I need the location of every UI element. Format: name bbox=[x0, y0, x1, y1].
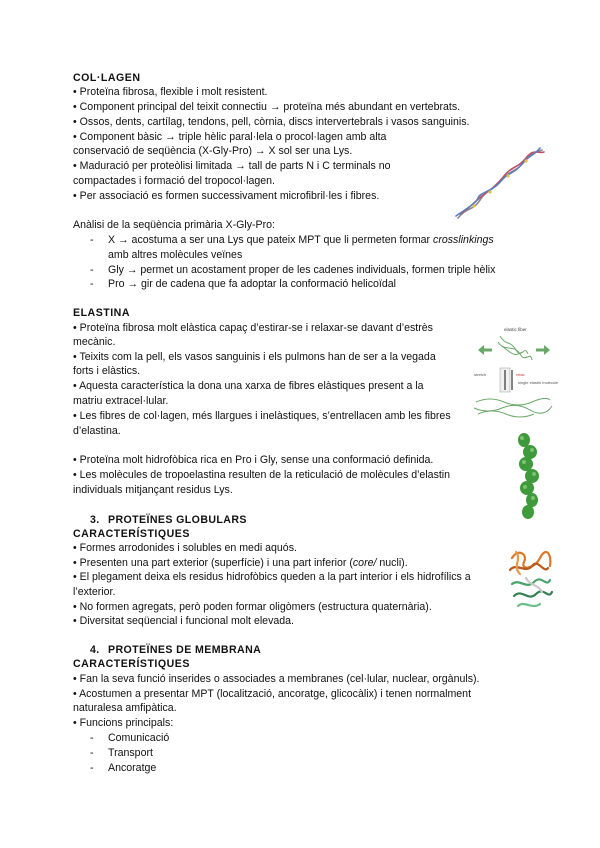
elastin-line: • Les fibres de col·lagen, més llargues i inelàstiques, s’entrellacen amb les fibres bbox=[73, 410, 451, 422]
collagen-line: • Per associació es formen successivament microfibril·les i fibres. bbox=[73, 190, 380, 202]
analysis-item: Pro → gir de cadena que fa adoptar la conformació helicoïdal bbox=[108, 278, 396, 290]
function-item: Ancoratge bbox=[108, 762, 157, 774]
section-number: 4. bbox=[90, 644, 100, 656]
globular-line: • El plegament deixa els residus hidrofòbics queden a la part interior i els hidrofílics a bbox=[73, 571, 471, 583]
analysis-dash: - bbox=[90, 278, 94, 290]
membrane-line: • Acostumen a presentar MPT (localització, ancoratge, glicocàlix) i tenen normalment bbox=[73, 688, 472, 700]
collagen-line: conservació de seqüència (X-Gly-Pro) → X sol ser una Lys. bbox=[73, 145, 353, 157]
globular-line: • Formes arrodonides i solubles en medi aquós. bbox=[73, 542, 297, 554]
analysis-title: Anàlisi de la seqüència primària X-Gly-Pro: bbox=[73, 219, 275, 231]
globular-heading: PROTEÏNES GLOBULARS bbox=[108, 514, 247, 526]
elastin-line: forts i elàstics. bbox=[73, 365, 141, 377]
globular-protein-image bbox=[504, 544, 558, 614]
analysis-item: amb altres molècules veïnes bbox=[108, 249, 243, 261]
figure-label-right: single elastin molecule bbox=[518, 380, 559, 385]
function-dash: - bbox=[90, 732, 94, 744]
collagen-line: • Maduració per proteòlisi limitada → tall de parts N i C terminals no bbox=[73, 160, 391, 172]
elastin-line: d’elastina. bbox=[73, 425, 121, 437]
elastin-line: • Teixits com la pell, els vasos sanguinis i els pulmons han de ser a la vegada bbox=[73, 351, 436, 363]
function-item: Comunicació bbox=[108, 732, 170, 744]
analysis-dash: - bbox=[90, 234, 94, 246]
elastin-molecule-image bbox=[512, 432, 546, 524]
elastin-line: • Proteïna molt hidrofòbica rica en Pro i Gly, sense una conformació definida. bbox=[73, 454, 434, 466]
membrane-line: • Funcions principals: bbox=[73, 717, 174, 729]
collagen-heading: COL·LAGEN bbox=[73, 72, 141, 84]
membrane-subheading: CARACTERÍSTIQUES bbox=[73, 658, 190, 670]
figure-label-top: elastic fiber bbox=[504, 327, 527, 332]
globular-subheading: CARACTERÍSTIQUES bbox=[73, 528, 190, 540]
elastin-line: • Aquesta característica la dona una xarxa de fibres elàstiques present a la bbox=[73, 380, 424, 392]
function-dash: - bbox=[90, 747, 94, 759]
collagen-line: compactades i formació del tropocol·lagen. bbox=[73, 175, 275, 187]
elastin-line: individuals mitjançant residus Lys. bbox=[73, 484, 233, 496]
analysis-item: X → acostuma a ser una Lys que pateix MPT que li permeten formar crosslinkings bbox=[108, 234, 494, 246]
function-item: Transport bbox=[108, 747, 153, 759]
globular-line: • No formen agregats, però poden formar oligòmers (estructura quaternària). bbox=[73, 601, 432, 613]
globular-line: l’exterior. bbox=[73, 586, 116, 598]
collagen-triple-helix-image bbox=[454, 146, 546, 222]
globular-line: • Presenten una part exterior (superfície) i una part inferior (core/ nucli). bbox=[73, 557, 408, 569]
globular-line: • Diversitat seqüencial i funcional molt elevada. bbox=[73, 615, 294, 627]
elastin-line: matriu extracel·lular. bbox=[73, 395, 169, 407]
collagen-line: • Component principal del teixit connectiu → proteïna més abundant en vertebrats. bbox=[73, 101, 461, 113]
elastin-line: mecànic. bbox=[73, 336, 116, 348]
elastin-line: • Proteïna fibrosa molt elàstica capaç d’estirar-se i relaxar-se davant d’estrès bbox=[73, 322, 433, 334]
collagen-line: • Component bàsic → triple hèlic paral·lela o procol·lagen amb alta bbox=[73, 131, 387, 143]
collagen-line: • Ossos, dents, cartílag, tendons, pell, còrnia, discs intervertebrals i vasos sanguinis. bbox=[73, 116, 470, 128]
section-number: 3. bbox=[90, 514, 100, 526]
membrane-line: • Fan la seva funció inserides o associades a membranes (cel·lular, nuclear, orgànuls). bbox=[73, 673, 480, 685]
membrane-heading: PROTEÏNES DE MEMBRANA bbox=[108, 644, 262, 656]
elastin-line: • Les molècules de tropoelastina resulten de la reticulació de molècules d’elastin bbox=[73, 469, 451, 481]
function-dash: - bbox=[90, 762, 94, 774]
figure-label-middle: relax bbox=[516, 372, 525, 377]
analysis-item: Gly → permet un acostament proper de les cadenes individuals, formen triple hèlix bbox=[108, 264, 496, 276]
figure-label-left: stretch bbox=[474, 372, 487, 377]
elastin-heading: ELASTINA bbox=[73, 307, 130, 319]
membrane-line: naturalesa amfipàtica. bbox=[73, 702, 177, 714]
collagen-line: • Proteïna fibrosa, flexible i molt resistent. bbox=[73, 86, 268, 98]
analysis-dash: - bbox=[90, 264, 94, 276]
elastin-stretch-diagram bbox=[470, 322, 559, 422]
